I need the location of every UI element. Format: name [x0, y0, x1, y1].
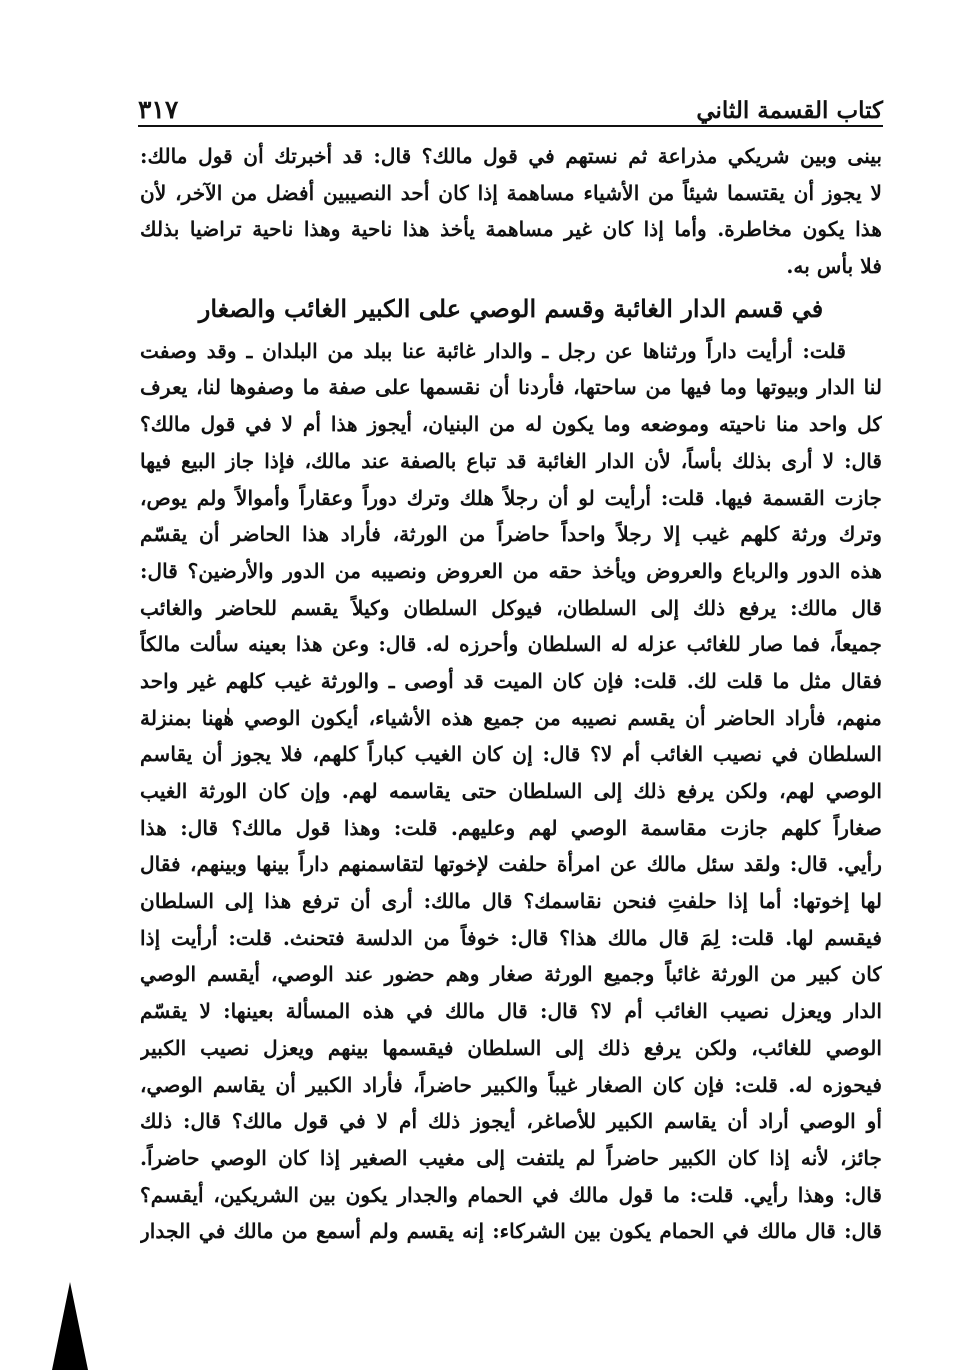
text-line: فلا بأس به.	[786, 254, 882, 279]
paragraph-main	[140, 333, 882, 1250]
running-title: كتاب القسمة الثاني	[696, 97, 883, 124]
text-line: الوصي للغائب، ولكن يرفع ذلك إلى السلطان فيقسمها بينهم ويعزل نصيب الكبير	[140, 1035, 882, 1060]
text-line: كان كبير من الورثة غائباً وجميع الورثة صغار وهم حضور عند الوصي، أيقسم الوصي	[140, 962, 882, 987]
text-line: لها إخوتها: أما إذا حلفتِ فنحن نقاسمك؟ قال مالك: أرى أن ترفع هذا إلى السلطان	[140, 889, 882, 914]
page-number: ٣١٧	[138, 95, 179, 124]
page-body	[140, 138, 882, 1250]
scan-shadow	[52, 1282, 88, 1370]
text-line: السلطان في نصيب الغائب أم لا؟ قال: إن كان الغيب كباراً كلهم، فلا يجوز أن يقاسم	[140, 742, 882, 767]
header-rule	[138, 125, 883, 127]
text-line: قال مالك: يرفع ذلك إلى السلطان، فيوكل السلطان وكيلاً يقسم للحاضر والغائب	[140, 595, 882, 620]
text-line: لنا الدار وبيوتها وما فيها من ساحتها، فأردنا أن نقسمها على صفة ما وصفوها لنا، يعرف	[140, 375, 882, 400]
text-line: فقال مثل ما قلت لك. قلت: فإن كان الميت قد أوصى ـ والورثة غيب كلهم غير واحد	[140, 668, 882, 693]
text-line: صغاراً كلهم جازت مقاسمة الوصي لهم وعليهم. قلت: وهذا قول مالك؟ قال: هذا	[140, 815, 882, 840]
text-line: جائز، لأنه إذا كان الكبير حاضراً لم يلتفت إلى مغيب الصغير إذا كان الوصي حاضراً.	[140, 1145, 882, 1170]
text-line: وترك ورثة كلهم غيب إلا رجلاً واحداً حاضراً من الورثة، فأراد هذا الحاضر أن يقسّم	[140, 522, 882, 547]
text-line: جازت القسمة فيها. قلت: أرأيت لو أن رجلاً هلك وترك دوراً وعقاراً وأموالاً ولم يوص،	[140, 485, 882, 510]
text-line: هذا يكون مخاطرة. وأما إذا كان غير مساهمة يأخذ هذا ناحية وهذا ناحية تراضيا بذلك	[140, 217, 882, 242]
text-line: رأيي. قال: ولقد سئل مالك عن امرأة حلفت لإخوتها لتقاسمنهم داراً بينها وبينهم، فقال	[140, 852, 882, 877]
text-line: منهم، فأراد الحاضر أن يقسم نصيبه من جميع هذه الأشياء، أيكون الوصي هٰهنا بمنزلة	[140, 705, 882, 730]
page-header	[138, 86, 883, 122]
text-line: الدار ويعزل نصيب الغائب أم لا؟ قال: قال مالك في هذه المسألة بعينها: لا يقسّم	[140, 999, 882, 1024]
text-line: أو الوصي أراد أن يقاسم الكبير للأصاغر، أيجوز ذلك أم لا في قول مالك؟ قال: ذلك	[140, 1109, 882, 1134]
text-line: فيحوزه له. قلت: فإن كان الصغار غيباً والكبير حاضراً، فأراد الكبير أن يقاسم الوصي،	[140, 1072, 882, 1097]
text-line: قال: وهذا رأيي. قلت: ما قول مالك في الحمام والجدار يكون بين الشريكين، أيقسم؟	[140, 1182, 882, 1207]
text-line: بينى وبين شريكي مذراعة ثم نستهم في قول مالك؟ قال: قد أخبرتك أن قول مالك:	[140, 144, 882, 168]
text-line: قلت: أرأيت داراً ورثناها عن رجل ـ والدار غائبة عنا ببلد من البلدان ـ وقد وصفت	[140, 338, 846, 363]
section-heading: في قسم الدار الغائبة وقسم الوصي على الكبير الغائب والصغار	[198, 293, 824, 323]
text-line: قال: لا أرى بذلك بأساً، لأن الدار الغائبة قد تباع بالصفة عند مالك، فإذا جاز البيع فيها	[140, 448, 882, 473]
text-line: لا يجوز أن يقتسما شيئاً من الأشياء مساهمة إذا كان أحد النصيبين أفضل من الآخر، لأن	[140, 180, 882, 205]
text-line: هذه الدور والرباع والعروض ويأخذ حقه من العروض ونصيبه من الدور والأرضين؟ قال:	[140, 558, 882, 583]
text-line: الوصي لهم، ولكن يرفع ذلك إلى السلطان حتى يقاسمه لهم. وإن كان الورثة الغيب	[140, 779, 882, 803]
text-line: جميعاً، فما صار للغائب عزله له السلطان وأحرزه له. قال: وعن هذا بعينه سألت مالكاً	[140, 632, 882, 657]
paragraph-continued	[140, 138, 882, 285]
text-line: فيقسم لها. قلت: لِمَ قال مالك هذا؟ قال: خوفاً من الدلسة فتحنث. قلت: أرأيت إذا	[140, 925, 882, 950]
text-line: قال: قال مالك في الحمام يكون بين الشركاء: إنه يقسم ولم أسمع من مالك في الجدار	[140, 1219, 882, 1244]
text-line: كل واحد منا ناحيته وموضعه وما يكون له من البنيان، أيجوز هذا أم لا في قول مالك؟	[140, 412, 882, 437]
